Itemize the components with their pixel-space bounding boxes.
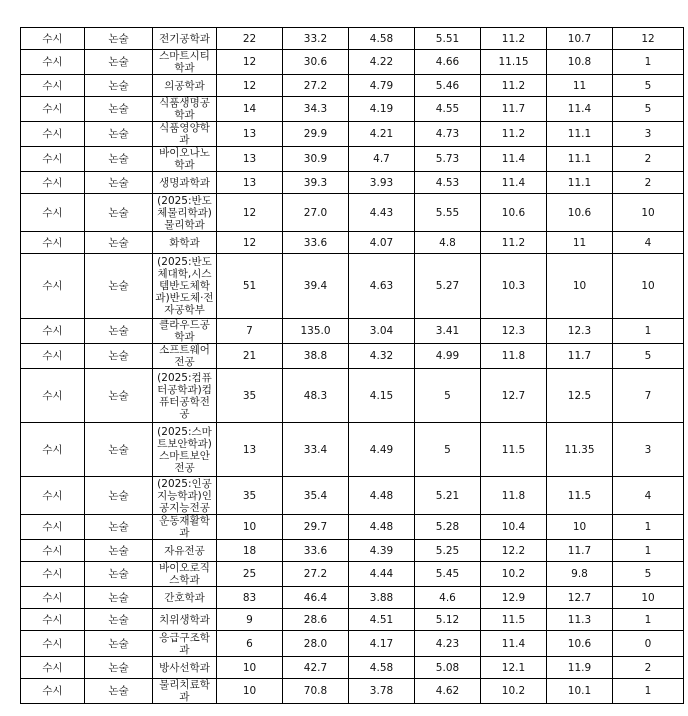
table-body [21,28,684,704]
capacity-cell: 35 [217,477,283,515]
score-avg-cell: 12.3 [481,319,547,344]
score-avg-cell: 12.9 [481,587,547,609]
score-avg-cell: 11.2 [481,28,547,50]
admission-method-cell: 논술 [85,344,153,369]
score-cutoff-cell: 10.6 [547,194,613,232]
grade-avg-cell: 4.07 [349,232,415,254]
score-cutoff-cell: 11.35 [547,423,613,477]
admission-method-cell: 논술 [85,319,153,344]
competition-ratio-cell: 28.6 [283,609,349,631]
table-row [21,97,684,122]
grade-cutoff-cell: 4.62 [415,679,481,704]
table-row [21,631,684,657]
score-cutoff-cell: 10.8 [547,50,613,75]
competition-ratio-cell: 70.8 [283,679,349,704]
admission-method-cell: 논술 [85,631,153,657]
table-row [21,562,684,587]
grade-avg-cell: 4.43 [349,194,415,232]
admission-type-cell: 수시 [21,562,85,587]
grade-avg-cell: 4.58 [349,657,415,679]
capacity-cell: 83 [217,587,283,609]
grade-cutoff-cell: 5.73 [415,147,481,172]
admission-type-cell: 수시 [21,122,85,147]
table-row [21,679,684,704]
grade-cutoff-cell: 5.25 [415,540,481,562]
grade-cutoff-cell: 5.21 [415,477,481,515]
score-cutoff-cell: 11.5 [547,477,613,515]
admission-method-cell: 논술 [85,540,153,562]
competition-ratio-cell: 29.9 [283,122,349,147]
capacity-cell: 13 [217,147,283,172]
score-avg-cell: 11.4 [481,172,547,194]
score-avg-cell: 11.8 [481,477,547,515]
waitlist-cell: 1 [613,679,684,704]
admission-method-cell: 논술 [85,232,153,254]
waitlist-cell: 1 [613,319,684,344]
competition-ratio-cell: 33.4 [283,423,349,477]
department-cell: (2025:반도체대학,시스템반도체학과)반도체·전자공학부 [153,254,217,319]
department-cell: (2025:반도체물리학과)물리학과 [153,194,217,232]
capacity-cell: 9 [217,609,283,631]
grade-avg-cell: 4.58 [349,28,415,50]
score-avg-cell: 10.2 [481,562,547,587]
waitlist-cell: 10 [613,254,684,319]
score-avg-cell: 11.15 [481,50,547,75]
grade-cutoff-cell: 5.28 [415,515,481,540]
grade-cutoff-cell: 5 [415,369,481,423]
admission-type-cell: 수시 [21,369,85,423]
capacity-cell: 25 [217,562,283,587]
competition-ratio-cell: 33.2 [283,28,349,50]
table-row [21,75,684,97]
waitlist-cell: 12 [613,28,684,50]
competition-ratio-cell: 33.6 [283,232,349,254]
score-avg-cell: 10.6 [481,194,547,232]
admission-method-cell: 논술 [85,28,153,50]
competition-ratio-cell: 48.3 [283,369,349,423]
score-cutoff-cell: 12.7 [547,587,613,609]
grade-avg-cell: 4.22 [349,50,415,75]
waitlist-cell: 2 [613,657,684,679]
grade-avg-cell: 4.15 [349,369,415,423]
grade-cutoff-cell: 5.27 [415,254,481,319]
score-cutoff-cell: 11.3 [547,609,613,631]
score-cutoff-cell: 11.4 [547,97,613,122]
score-avg-cell: 11.7 [481,97,547,122]
admission-method-cell: 논술 [85,254,153,319]
waitlist-cell: 3 [613,423,684,477]
admission-method-cell: 논술 [85,423,153,477]
competition-ratio-cell: 27.0 [283,194,349,232]
table-row [21,50,684,75]
admission-type-cell: 수시 [21,319,85,344]
admissions-table [20,27,684,704]
score-avg-cell: 10.3 [481,254,547,319]
department-cell: 생명과학과 [153,172,217,194]
table-row [21,147,684,172]
capacity-cell: 21 [217,344,283,369]
admission-method-cell: 논술 [85,587,153,609]
waitlist-cell: 4 [613,477,684,515]
score-avg-cell: 11.2 [481,232,547,254]
score-cutoff-cell: 11.1 [547,122,613,147]
waitlist-cell: 5 [613,562,684,587]
admission-method-cell: 논술 [85,97,153,122]
admission-type-cell: 수시 [21,423,85,477]
admission-method-cell: 논술 [85,122,153,147]
capacity-cell: 10 [217,657,283,679]
grade-avg-cell: 3.78 [349,679,415,704]
admission-type-cell: 수시 [21,657,85,679]
admission-type-cell: 수시 [21,50,85,75]
admission-method-cell: 논술 [85,50,153,75]
admission-type-cell: 수시 [21,631,85,657]
department-cell: 전기공학과 [153,28,217,50]
grade-avg-cell: 4.44 [349,562,415,587]
score-cutoff-cell: 11.1 [547,147,613,172]
competition-ratio-cell: 38.8 [283,344,349,369]
table-row [21,344,684,369]
grade-avg-cell: 4.32 [349,344,415,369]
competition-ratio-cell: 33.6 [283,540,349,562]
grade-avg-cell: 4.21 [349,122,415,147]
waitlist-cell: 5 [613,344,684,369]
admission-type-cell: 수시 [21,344,85,369]
admission-method-cell: 논술 [85,369,153,423]
grade-cutoff-cell: 4.99 [415,344,481,369]
admission-method-cell: 논술 [85,515,153,540]
table-row [21,122,684,147]
admission-method-cell: 논술 [85,477,153,515]
grade-avg-cell: 3.93 [349,172,415,194]
admission-method-cell: 논술 [85,147,153,172]
waitlist-cell: 10 [613,194,684,232]
table-row [21,477,684,515]
department-cell: 방사선학과 [153,657,217,679]
grade-avg-cell: 4.63 [349,254,415,319]
competition-ratio-cell: 42.7 [283,657,349,679]
department-cell: 스마트시티학과 [153,50,217,75]
competition-ratio-cell: 29.7 [283,515,349,540]
department-cell: 운동재활학과 [153,515,217,540]
department-cell: 식품생명공학과 [153,97,217,122]
score-avg-cell: 12.1 [481,657,547,679]
grade-cutoff-cell: 4.6 [415,587,481,609]
capacity-cell: 22 [217,28,283,50]
department-cell: (2025:인공지능학과)인공지능전공 [153,477,217,515]
competition-ratio-cell: 35.4 [283,477,349,515]
department-cell: 간호학과 [153,587,217,609]
competition-ratio-cell: 34.3 [283,97,349,122]
table-row [21,423,684,477]
score-avg-cell: 11.5 [481,609,547,631]
grade-cutoff-cell: 5 [415,423,481,477]
score-cutoff-cell: 11.7 [547,540,613,562]
admission-type-cell: 수시 [21,232,85,254]
admission-type-cell: 수시 [21,28,85,50]
admission-method-cell: 논술 [85,194,153,232]
grade-cutoff-cell: 4.66 [415,50,481,75]
grade-cutoff-cell: 3.41 [415,319,481,344]
grade-cutoff-cell: 5.12 [415,609,481,631]
waitlist-cell: 2 [613,172,684,194]
grade-avg-cell: 4.48 [349,515,415,540]
grade-avg-cell: 4.51 [349,609,415,631]
grade-cutoff-cell: 4.53 [415,172,481,194]
table-row [21,172,684,194]
capacity-cell: 51 [217,254,283,319]
score-cutoff-cell: 9.8 [547,562,613,587]
department-cell: 치위생학과 [153,609,217,631]
department-cell: 바이오로직스학과 [153,562,217,587]
department-cell: 식품영양학과 [153,122,217,147]
score-avg-cell: 10.2 [481,679,547,704]
capacity-cell: 6 [217,631,283,657]
score-avg-cell: 12.2 [481,540,547,562]
department-cell: 응급구조학과 [153,631,217,657]
capacity-cell: 18 [217,540,283,562]
waitlist-cell: 1 [613,50,684,75]
grade-avg-cell: 4.79 [349,75,415,97]
admission-method-cell: 논술 [85,75,153,97]
score-cutoff-cell: 11 [547,75,613,97]
score-avg-cell: 12.7 [481,369,547,423]
score-cutoff-cell: 10.7 [547,28,613,50]
competition-ratio-cell: 135.0 [283,319,349,344]
table-row [21,540,684,562]
score-cutoff-cell: 10 [547,515,613,540]
grade-avg-cell: 4.19 [349,97,415,122]
waitlist-cell: 7 [613,369,684,423]
admission-type-cell: 수시 [21,477,85,515]
department-cell: (2025:컴퓨터공학과)컴퓨터공학전공 [153,369,217,423]
grade-avg-cell: 3.04 [349,319,415,344]
competition-ratio-cell: 30.6 [283,50,349,75]
score-avg-cell: 11.2 [481,122,547,147]
score-cutoff-cell: 12.5 [547,369,613,423]
score-cutoff-cell: 11.1 [547,172,613,194]
competition-ratio-cell: 46.4 [283,587,349,609]
capacity-cell: 10 [217,515,283,540]
waitlist-cell: 2 [613,147,684,172]
score-avg-cell: 11.4 [481,631,547,657]
department-cell: 자유전공 [153,540,217,562]
admission-type-cell: 수시 [21,679,85,704]
admission-type-cell: 수시 [21,515,85,540]
admission-type-cell: 수시 [21,194,85,232]
grade-cutoff-cell: 5.08 [415,657,481,679]
score-cutoff-cell: 10.6 [547,631,613,657]
capacity-cell: 13 [217,122,283,147]
capacity-cell: 14 [217,97,283,122]
competition-ratio-cell: 28.0 [283,631,349,657]
grade-avg-cell: 4.7 [349,147,415,172]
admission-type-cell: 수시 [21,97,85,122]
waitlist-cell: 5 [613,75,684,97]
grade-avg-cell: 3.88 [349,587,415,609]
competition-ratio-cell: 39.3 [283,172,349,194]
admission-type-cell: 수시 [21,147,85,172]
admission-type-cell: 수시 [21,254,85,319]
capacity-cell: 35 [217,369,283,423]
grade-avg-cell: 4.17 [349,631,415,657]
capacity-cell: 10 [217,679,283,704]
grade-avg-cell: 4.39 [349,540,415,562]
table-row [21,254,684,319]
capacity-cell: 12 [217,232,283,254]
waitlist-cell: 10 [613,587,684,609]
competition-ratio-cell: 27.2 [283,75,349,97]
grade-cutoff-cell: 4.23 [415,631,481,657]
score-cutoff-cell: 12.3 [547,319,613,344]
department-cell: 의공학과 [153,75,217,97]
admission-method-cell: 논술 [85,679,153,704]
admission-type-cell: 수시 [21,540,85,562]
capacity-cell: 13 [217,172,283,194]
grade-cutoff-cell: 5.46 [415,75,481,97]
waitlist-cell: 4 [613,232,684,254]
waitlist-cell: 1 [613,609,684,631]
score-cutoff-cell: 11.9 [547,657,613,679]
table-row [21,28,684,50]
table-row [21,587,684,609]
admission-type-cell: 수시 [21,609,85,631]
score-cutoff-cell: 11.7 [547,344,613,369]
grade-avg-cell: 4.48 [349,477,415,515]
waitlist-cell: 1 [613,540,684,562]
grade-avg-cell: 4.49 [349,423,415,477]
department-cell: (2025:스마트보안학과)스마트보안전공 [153,423,217,477]
table-row [21,232,684,254]
department-cell: 물리치료학과 [153,679,217,704]
competition-ratio-cell: 39.4 [283,254,349,319]
table-row [21,657,684,679]
table-row [21,515,684,540]
admission-method-cell: 논술 [85,562,153,587]
capacity-cell: 13 [217,423,283,477]
table-row [21,369,684,423]
table-row [21,319,684,344]
admission-type-cell: 수시 [21,587,85,609]
grade-cutoff-cell: 4.55 [415,97,481,122]
score-avg-cell: 11.2 [481,75,547,97]
admission-method-cell: 논술 [85,172,153,194]
waitlist-cell: 0 [613,631,684,657]
admission-type-cell: 수시 [21,172,85,194]
score-cutoff-cell: 11 [547,232,613,254]
capacity-cell: 7 [217,319,283,344]
grade-cutoff-cell: 5.45 [415,562,481,587]
score-avg-cell: 11.5 [481,423,547,477]
admission-type-cell: 수시 [21,75,85,97]
department-cell: 바이오나노학과 [153,147,217,172]
capacity-cell: 12 [217,50,283,75]
grade-cutoff-cell: 4.8 [415,232,481,254]
score-avg-cell: 11.8 [481,344,547,369]
waitlist-cell: 5 [613,97,684,122]
score-cutoff-cell: 10.1 [547,679,613,704]
score-cutoff-cell: 10 [547,254,613,319]
department-cell: 화학과 [153,232,217,254]
score-avg-cell: 11.4 [481,147,547,172]
department-cell: 소프트웨어전공 [153,344,217,369]
admission-method-cell: 논술 [85,657,153,679]
grade-cutoff-cell: 5.55 [415,194,481,232]
capacity-cell: 12 [217,194,283,232]
score-avg-cell: 10.4 [481,515,547,540]
capacity-cell: 12 [217,75,283,97]
grade-cutoff-cell: 4.73 [415,122,481,147]
table-row [21,194,684,232]
waitlist-cell: 1 [613,515,684,540]
table-row [21,609,684,631]
grade-cutoff-cell: 5.51 [415,28,481,50]
waitlist-cell: 3 [613,122,684,147]
competition-ratio-cell: 27.2 [283,562,349,587]
admission-method-cell: 논술 [85,609,153,631]
competition-ratio-cell: 30.9 [283,147,349,172]
department-cell: 클라우드공학과 [153,319,217,344]
